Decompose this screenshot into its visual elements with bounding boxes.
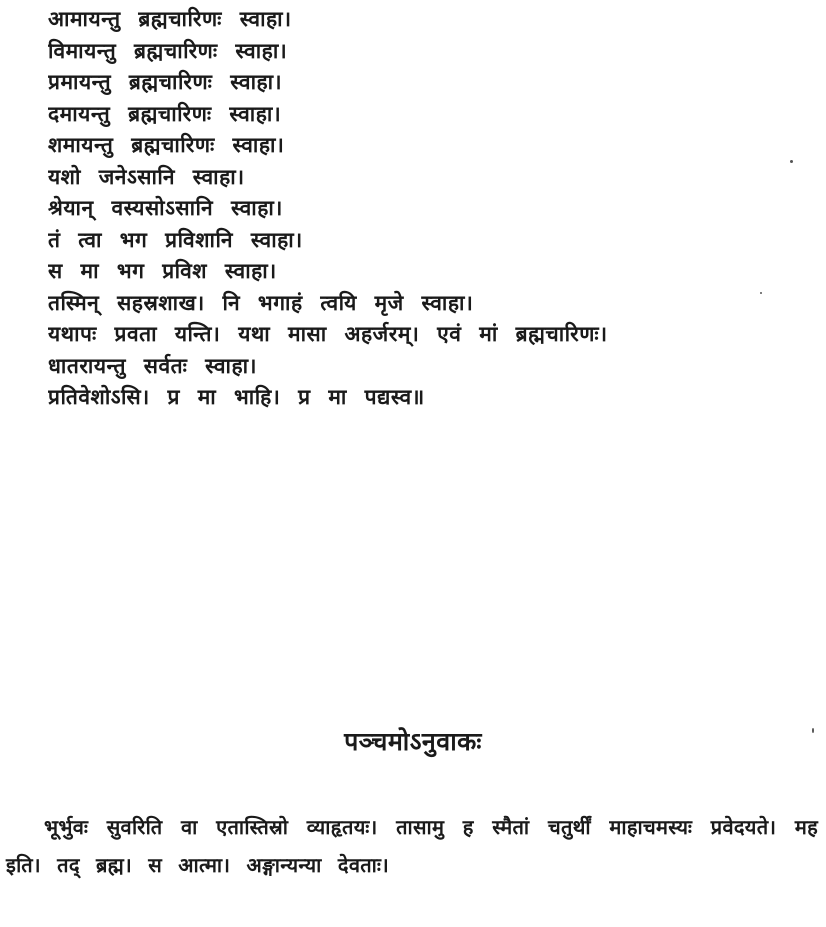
mantra-line: शमायन्तु ब्रह्मचारिणः स्वाहा। [48,133,285,157]
scan-speck [812,728,814,733]
mantra-line: श्रेयान् वस्यसोऽसानि स्वाहा। [48,196,283,220]
mantra-line: प्रमायन्तु ब्रह्मचारिणः स्वाहा। [48,70,283,94]
scan-speck [760,292,762,294]
mantra-line: तं त्वा भग प्रविशानि स्वाहा। [48,227,303,252]
mantra-line: तस्मिन् सहस्रशाख। नि भगाहं त्वयि मृजे स्वाहा। [48,290,474,315]
body-paragraph: भूर्भुवः सुवरिति वा एतास्तिस्रो व्याहृतयः। तासामु ह स्मैतां चतुर्थीं माहाचमस्यः प्रवेदयते। मह इति। तद् ब्रह्म। स आत्मा। अङ्गान्यन्या देवताः। [6,815,818,877]
mantra-line: विमायन्तु ब्रह्मचारिणः स्वाहा। [48,38,288,63]
mantra-line: दमायन्तु ब्रह्मचारिणः स्वाहा। [48,101,282,126]
mantra-line: स मा भग प्रविश स्वाहा। [48,259,277,283]
section-heading: पञ्चमोऽनुवाकः [344,727,482,756]
mantra-line: यथापः प्रवता यन्ति। यथा मासा अहर्जरम्। एवं मां ब्रह्मचारिणः। [48,322,608,346]
scan-speck [790,160,793,163]
mantra-line: यशो जनेऽसानि स्वाहा। [48,164,245,189]
mantra-line: आमायन्तु ब्रह्मचारिणः स्वाहा। [48,7,292,31]
mantra-list [48,4,818,414]
mantra-line: प्रतिवेशोऽसि। प्र मा भाहि। प्र मा पद्यस्व॥ [48,385,425,409]
mantra-line: धातरायन्तु सर्वतः स्वाहा। [48,353,258,378]
